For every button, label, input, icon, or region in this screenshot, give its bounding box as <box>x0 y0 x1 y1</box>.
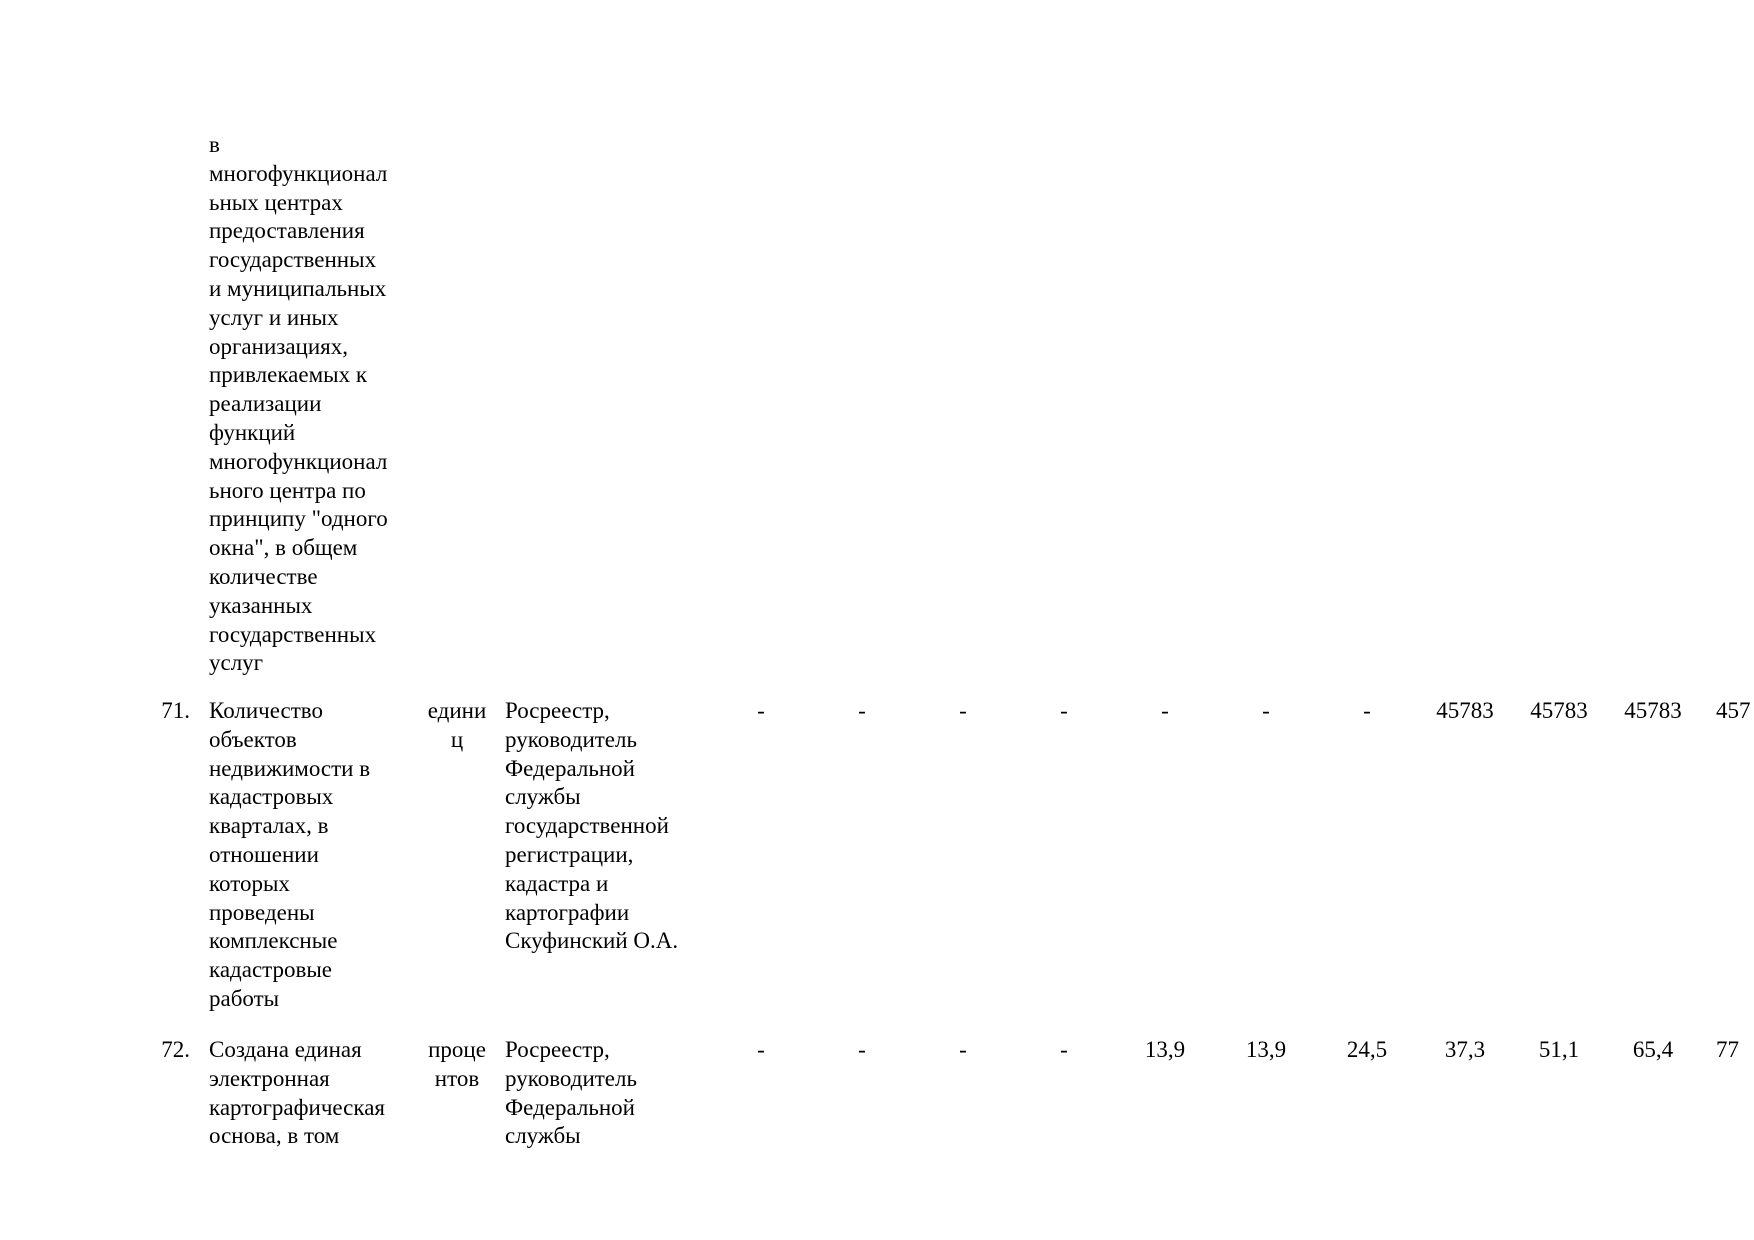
row-71-responsible-line: службы <box>505 784 581 810</box>
row-71-indicator-name-line: объектов <box>209 726 297 752</box>
continued-indicator-name-line: ьных центрах <box>209 189 343 215</box>
row-72-indicator-name-line: картографическая <box>209 1094 386 1120</box>
row-72-unit <box>418 1036 496 1094</box>
row-71-indicator-name-line: кадастровые <box>209 957 333 983</box>
row-71-indicator-name-line: комплексные <box>209 928 338 954</box>
row-72-number: 72. <box>161 1037 190 1062</box>
continued-indicator-name-line: услуг и иных <box>209 304 339 330</box>
continued-indicator-name-line: предоставления <box>209 218 365 244</box>
row-71-unit <box>418 697 496 755</box>
row-72-value-col-6: 13,9 <box>1245 1037 1287 1062</box>
row-72-indicator-name-line: Создана единая <box>209 1037 362 1062</box>
row-71-indicator-name-line: кадастровых <box>209 784 334 810</box>
row-71-value-col-2: - <box>858 698 866 723</box>
row-71-indicator-name-line: проведены <box>209 899 315 925</box>
row-72-responsible-line: службы <box>505 1123 581 1149</box>
continued-indicator-name-line: ьного центра по <box>209 477 366 503</box>
continued-indicator-name-line: указанных <box>209 592 313 618</box>
row-71-responsible-line: государственной <box>505 813 669 839</box>
continued-indicator-name-line: в <box>209 132 220 157</box>
row-72-value-col-7: 24,5 <box>1346 1037 1388 1062</box>
continued-indicator-name-line: многофункционал <box>209 448 388 474</box>
row-72-value-col-5: 13,9 <box>1144 1037 1186 1062</box>
row-71-value-col-3: - <box>959 698 967 723</box>
row-72-value-col-10: 65,4 <box>1632 1037 1674 1062</box>
row-71-value-col-8: 45783 <box>1436 698 1494 723</box>
continued-indicator-name-line: организациях, <box>209 333 348 359</box>
row-71-value-col-10: 45783 <box>1624 698 1682 723</box>
continued-indicator-name-line: окна", в общем <box>209 535 358 561</box>
row-71-unit-line: ц <box>450 726 464 752</box>
continued-indicator-name-line: количестве <box>209 563 318 589</box>
row-71-indicator-name-line: отношении <box>209 841 319 867</box>
row-71-number: 71. <box>161 698 190 723</box>
row-71-responsible-line: регистрации, <box>505 841 634 867</box>
row-72-indicator-name <box>209 1036 385 1151</box>
row-72-value-col-1: - <box>757 1037 765 1062</box>
row-72-indicator-name-line: электронная <box>209 1065 330 1091</box>
row-71-responsible-line: Федеральной <box>505 755 635 781</box>
row-71-indicator-name-line: Количество <box>209 698 323 723</box>
row-71-unit-line: едини <box>427 698 487 723</box>
row-72-value-col-3: - <box>959 1037 967 1062</box>
row-71-indicator-name-line: недвижимости в <box>209 755 371 781</box>
row-71-responsible-line: Росреестр, <box>505 698 610 723</box>
row-71-indicator-name-line: которых <box>209 870 290 896</box>
continued-indicator-name-line: и муниципальных <box>209 275 387 301</box>
continued-indicator-name-line: услуг <box>209 650 264 676</box>
continued-indicator-name-line: принципу "одного <box>209 506 388 532</box>
row-72-responsible-line: Росреестр, <box>505 1037 610 1062</box>
continued-indicator-name <box>209 131 388 678</box>
row-71-responsible-line: Скуфинский О.А. <box>505 928 679 954</box>
row-71-responsible-line: кадастра и <box>505 870 609 896</box>
row-71-value-col-9: 45783 <box>1530 698 1588 723</box>
continued-indicator-name-line: государственных <box>209 247 377 273</box>
continued-indicator-name-line: функций <box>209 419 296 445</box>
row-72-value-col-8: 37,3 <box>1444 1037 1486 1062</box>
continued-indicator-name-line: государственных <box>209 621 377 647</box>
row-72-indicator-name-line: основа, в том <box>209 1123 340 1149</box>
row-72-responsible-line: Федеральной <box>505 1094 635 1120</box>
continued-indicator-name-line: привлекаемых к <box>209 362 368 388</box>
row-71-indicator-name-line: работы <box>209 985 280 1011</box>
row-71-responsible <box>505 697 678 956</box>
row-72-value-col-4: - <box>1060 1037 1068 1062</box>
continued-indicator-name-line: реализации <box>209 391 322 417</box>
row-71-value-col-11: 457 <box>1716 698 1751 723</box>
row-71-responsible-line: руководитель <box>505 726 637 752</box>
row-72-responsible-line: руководитель <box>505 1065 637 1091</box>
row-72-responsible <box>505 1036 637 1151</box>
row-71-value-col-6: - <box>1262 698 1270 723</box>
row-72-value-col-9: 51,1 <box>1538 1037 1580 1062</box>
row-72-unit-line: проце <box>428 1037 486 1062</box>
row-71-value-col-7: - <box>1363 698 1371 723</box>
row-71-value-col-5: - <box>1161 698 1169 723</box>
row-71-indicator-name-line: кварталах, в <box>209 813 329 839</box>
row-71-responsible-line: картографии <box>505 899 630 925</box>
continued-indicator-name-line: многофункционал <box>209 160 388 186</box>
row-71-indicator-name <box>209 697 370 1014</box>
row-72-unit-line: нтов <box>434 1065 480 1091</box>
row-71-value-col-4: - <box>1060 698 1068 723</box>
row-71-value-col-1: - <box>757 698 765 723</box>
row-72-value-col-11: 77 <box>1716 1037 1739 1062</box>
row-72-value-col-2: - <box>858 1037 866 1062</box>
